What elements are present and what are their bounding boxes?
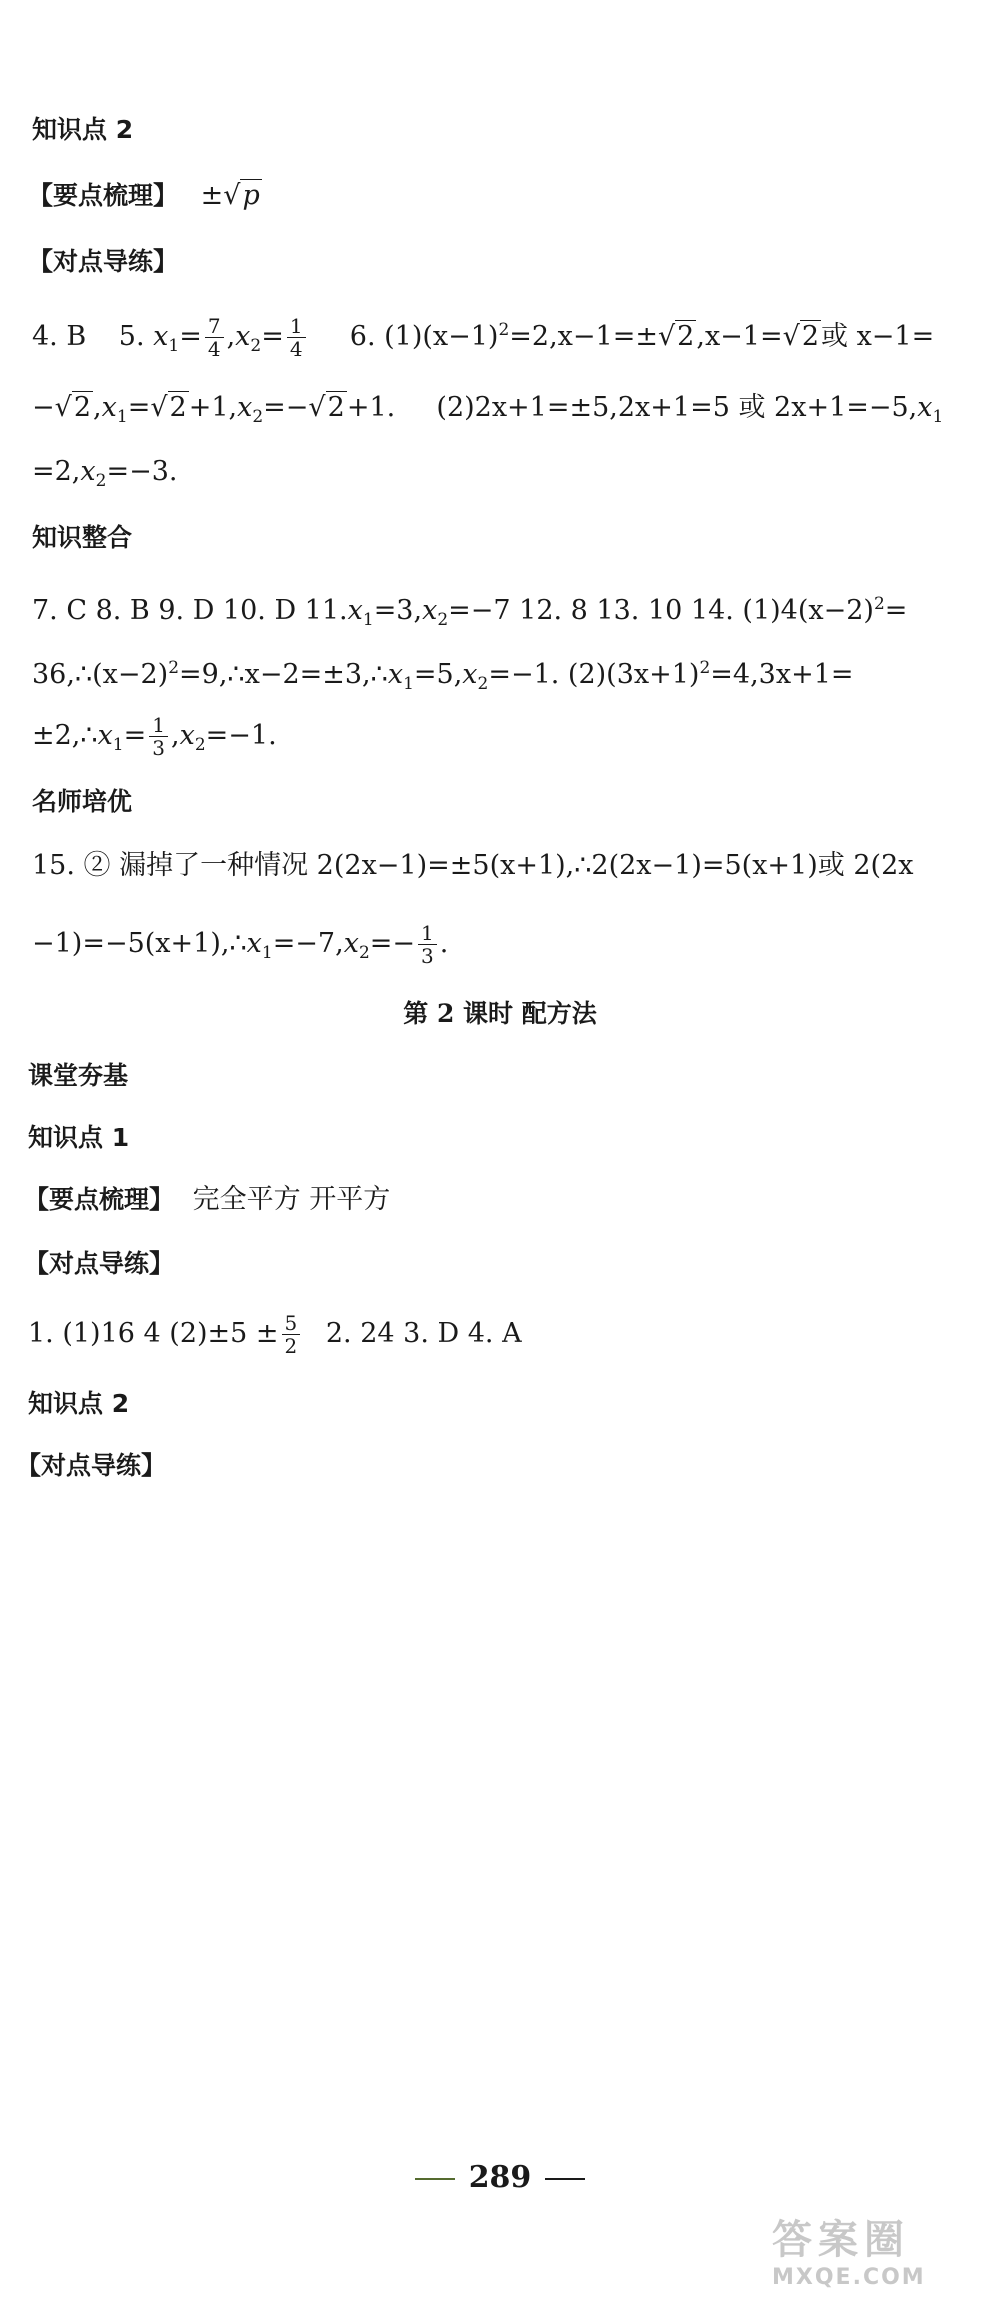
- section-title: 第 2 课时 配方法: [403, 999, 597, 1028]
- page-dash-right: [545, 2178, 585, 2180]
- keypoints-line: [28, 176, 262, 216]
- keypoints-line-2: 【要点梳理】 完全平方 开平方: [24, 1184, 391, 1215]
- fraction-1-3-neg: $\frac{1}{3}$: [418, 922, 437, 967]
- guide-label-mid: 【对点导练】: [24, 1249, 175, 1278]
- watermark-logo: 答案圈 MXQE.COM: [772, 2217, 926, 2290]
- answer-line-7-14: 7. C 8. B 9. D 10. D $11.x_1=3,x_2=-7$ 12. 8 13. 10 14. $(1)4(x-2)^2=$: [32, 594, 908, 630]
- fraction-1-4: $\frac{1}{4}$: [287, 315, 306, 360]
- plus-minus: ±: [200, 180, 224, 211]
- answer-line-6-end: $=2,x_2=-3$.: [32, 456, 178, 491]
- answer-line-14-end: $\pm 2,\therefore x_1=$ $\frac{1}{3}$ $,x_2=-1$.: [32, 713, 277, 760]
- fraction-1-3: $\frac{1}{3}$: [149, 714, 168, 759]
- heading-knowledge-integration: 知识整合: [32, 523, 133, 552]
- page-dash-left: [415, 2178, 455, 2180]
- guide-label-top: 【对点导练】: [28, 247, 179, 276]
- heading-knowledge-point-1: 知识点 1: [28, 1123, 130, 1152]
- heading-knowledge-point-2-bottom: 知识点 2: [28, 1389, 130, 1418]
- fraction-5-2: $\frac{5}{2}$: [282, 1312, 301, 1357]
- keypoints-label: 【要点梳理】: [28, 181, 179, 210]
- answer-line-1-4: 1. (1)16 4 (2)±5 ± $\frac{5}{2}$ 2. 24 3. D 4. A: [28, 1311, 522, 1358]
- answer-line-15: 15. ② 漏掉了一种情况 2(2x−1)=±5(x+1),∴2(2x−1)=5(x+1)或 2(2x: [32, 850, 914, 881]
- answer-line-15-cont: $-1)=-5(x+1),\therefore x_1=-7,x_2=-$ $\frac{1}{3}$ .: [32, 921, 449, 968]
- heading-teacher-excellence: 名师培优: [32, 787, 133, 816]
- guide-label-bottom: 【对点导练】: [16, 1451, 167, 1480]
- heading-class-foundation: 课堂夯基: [28, 1061, 129, 1090]
- answer-line-6-cont: $-√2,x_1=√2+1,x_2=-√2+1$. (2)2x+1=±5,2x+1=5 或 $2x+1=-5,x_1$: [32, 392, 944, 427]
- answer-line-14-cont: $36,\therefore(x-2)^2=9,\therefore x-2=\pm 3,\therefore x_1=5,x_2=-1$. $(2)(3x+1)^2=4,3x+1=$: [32, 658, 854, 694]
- sqrt-p: √p: [223, 180, 260, 211]
- answer-line-4-6: 4. B 5. $x_1=$ $\frac{7}{4}$ $,x_2=$ $\frac{1}{4}$ 6. $(1)(x-1)^2=2,x-1=\pm√2,x-1=√2$或 x−1=: [32, 314, 935, 361]
- page-number: 289: [0, 2160, 1000, 2195]
- fraction-7-4: $\frac{7}{4}$: [205, 315, 224, 360]
- heading-knowledge-point-2: 知识点 2: [32, 115, 134, 144]
